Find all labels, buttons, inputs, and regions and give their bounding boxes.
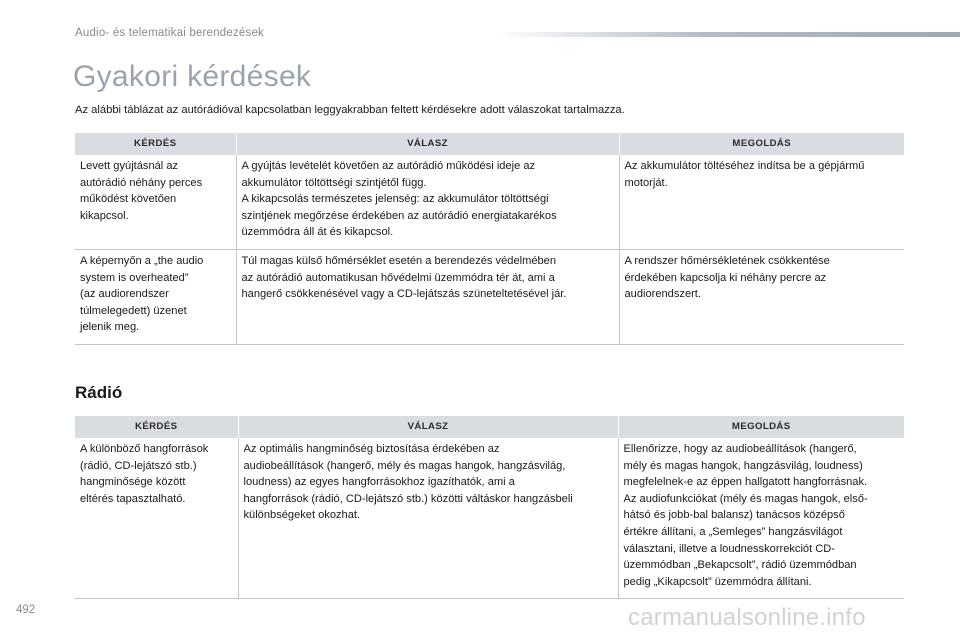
faq-table-general bbox=[75, 133, 904, 345]
column-header-answer: VÁLASZ bbox=[236, 133, 619, 155]
column-header-solution: MEGOLDÁS bbox=[619, 133, 904, 155]
faq-table-radio bbox=[75, 416, 904, 599]
answer-cell: A gyújtás levételét követően az autórádió működési ideje az akkumulátor töltöttségi szintjétől függ. A kikapcsolás természetes jelenség: az akkumulátor töltöttségi szintjének megőrzése érdekében az autórádió energiatakarékos üzemmódra áll át és kikapcsol. bbox=[236, 155, 619, 249]
answer-cell: Az optimális hangminőség biztosítása érdekében az audiobeállítások (hangerő, mély és magas hangok, hangzásvilág, loudness) az egyes hangforrásokhoz igazíthatók, ami a hangforrások (rádió, CD-lejátszó stb.) közötti váltáskor hangzásbeli különbségeket okozhat. bbox=[238, 438, 618, 599]
column-header-question: KÉRDÉS bbox=[75, 133, 236, 155]
column-header-question: KÉRDÉS bbox=[75, 416, 238, 438]
header-accent-bar bbox=[495, 32, 960, 37]
table-header-row bbox=[75, 133, 904, 155]
section-title-radio: Rádió bbox=[75, 383, 123, 402]
table-row bbox=[75, 155, 904, 249]
table-row bbox=[75, 249, 904, 344]
watermark: carmanualsonline.info bbox=[628, 604, 866, 631]
question-cell: Levett gyújtásnál az autórádió néhány perces működést követően kikapcsol. bbox=[75, 155, 236, 249]
question-cell: A különböző hangforrások (rádió, CD-lejátszó stb.) hangminősége között eltérés tapasztalható. bbox=[75, 438, 238, 599]
column-header-solution: MEGOLDÁS bbox=[618, 416, 904, 438]
column-header-answer: VÁLASZ bbox=[238, 416, 618, 438]
question-cell: A képernyőn a „the audio system is overheated” (az audiorendszer túlmelegedett) üzenet jelenik meg. bbox=[75, 249, 236, 344]
running-header: Audio- és telematikai berendezések bbox=[75, 27, 264, 39]
solution-cell: A rendszer hőmérsékletének csökkentése érdekében kapcsolja ki néhány percre az audiorendszert. bbox=[619, 249, 904, 344]
solution-cell: Ellenőrizze, hogy az audiobeállítások (hangerő, mély és magas hangok, hangzásvilág, loudness) megfelelnek-e az éppen hallgatott hangforrásnak. Az audiofunkciókat (mély és magas hangok, első- hátsó és jobb-bal balansz) tanácsos középső értékre állítani, a „Semleges” hangzásvilágot választani, illetve a loudnesskorrekciót CD- üzemmódban „Bekapcsolt”, rádió üzemmódban pedig „Kikapcsolt” üzemmódra állítani. bbox=[618, 438, 904, 599]
answer-cell: Túl magas külső hőmérséklet esetén a berendezés védelmében az autórádió automatikusan hővédelmi üzemmódra tér át, ami a hangerő csökkenésével vagy a CD-lejátszás szüneteltetésével jár. bbox=[236, 249, 619, 344]
table-row bbox=[75, 438, 904, 599]
solution-cell: Az akkumulátor töltéséhez indítsa be a gépjármű motorját. bbox=[619, 155, 904, 249]
page-title: Gyakori kérdések bbox=[73, 60, 312, 93]
intro-paragraph: Az alábbi táblázat az autórádióval kapcsolatban leggyakrabban feltett kérdésekre adott válaszokat tartalmazza. bbox=[75, 104, 625, 116]
page-number: 492 bbox=[16, 604, 36, 616]
table-header-row bbox=[75, 416, 904, 438]
